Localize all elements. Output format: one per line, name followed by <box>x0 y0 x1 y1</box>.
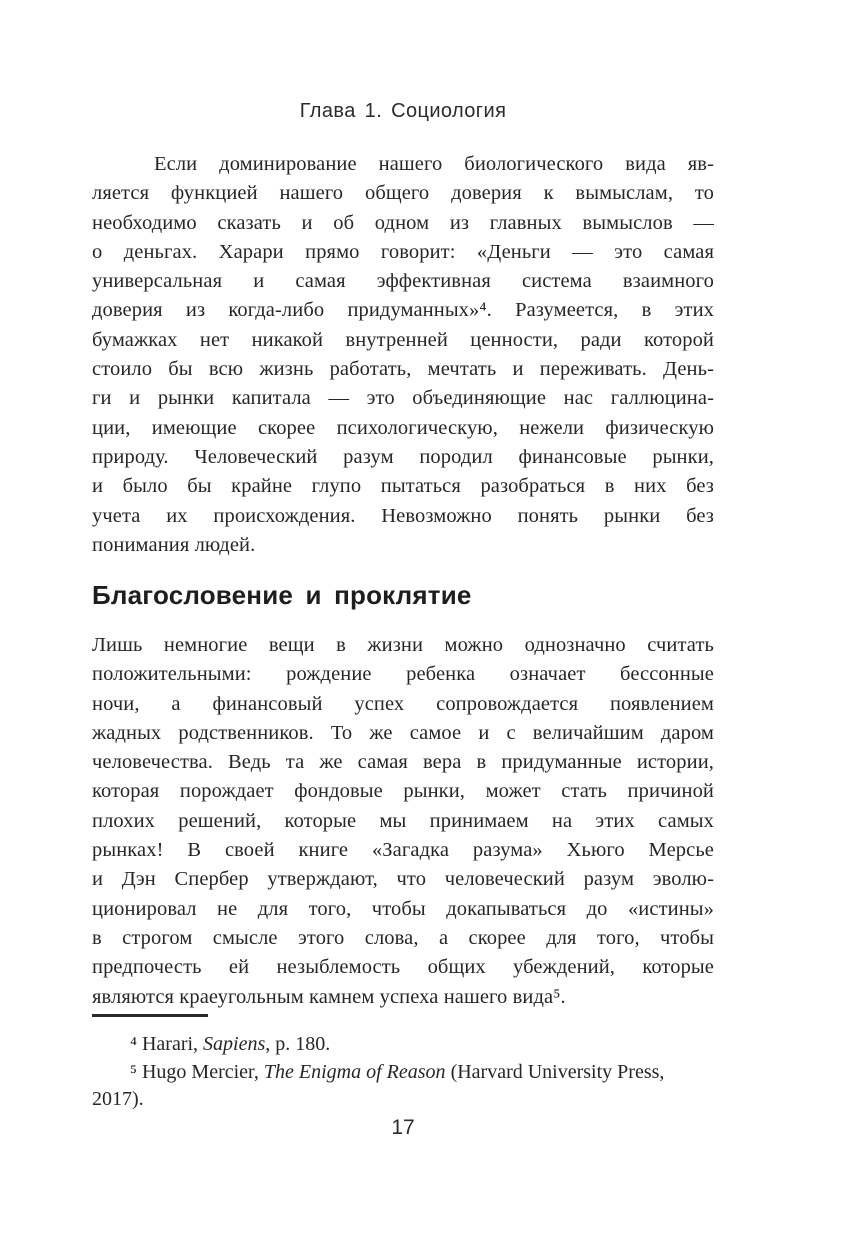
text-line: которая порождает фондовые рынки, может стать причиной <box>92 780 714 803</box>
text-line: положительными: рождение ребенка означает бессонные <box>92 663 714 686</box>
text-line: рынках! В своей книге «Загадка разума» Хьюго Мерсье <box>92 839 714 862</box>
footnote-title-italic: Sapiens <box>203 1033 266 1055</box>
footnote-text: ⁴ Harari, <box>130 1033 204 1055</box>
text-line: необходимо сказать и об одном из главных вымыслов — <box>92 211 714 234</box>
text-line: человечества. Ведь та же самая вера в придуманные истории, <box>92 751 714 774</box>
text-line: ции, имеющие скорее психологическую, нежели физическую <box>92 416 714 439</box>
text-line: природу. Человеческий разум породил финансовые рынки, <box>92 445 714 468</box>
text-line: и было бы крайне глупо пытаться разобраться в них без <box>92 475 714 498</box>
section-heading: Благословение и проклятие <box>92 580 472 610</box>
text-line: ляется функцией нашего общего доверия к вымыслам, то <box>92 182 714 205</box>
text-line: плохих решений, которые мы принимаем на этих самых <box>92 809 714 832</box>
text-line: ционировал не для того, чтобы докапываться до «истины» <box>92 897 714 920</box>
footnote-text: 2017). <box>92 1088 144 1110</box>
text-line: предпочесть ей незыблемость общих убеждений, которые <box>92 956 714 979</box>
footnote-text: (Harvard University Press, <box>445 1060 665 1083</box>
text-line: ги и рынки капитала — это объединяющие нас галлюцина- <box>92 387 714 410</box>
text-line: Лишь немногие вещи в жизни можно однозначно считать <box>92 634 714 656</box>
text-line: стоило бы всю жизнь работать, мечтать и переживать. День- <box>92 358 714 381</box>
text-line: жадных родственников. То же самое и с величайшим даром <box>92 721 714 744</box>
paragraph-1 <box>92 150 714 560</box>
footnote-text: , p. 180. <box>265 1033 331 1055</box>
footnote-line <box>92 1031 714 1059</box>
chapter-header: Глава 1. Социология <box>299 100 507 122</box>
text-line: являются краеугольным камнем успеха нашего вида⁵. <box>92 985 566 1008</box>
text-line: и Дэн Спербер утверждают, что человеческий разум эволю- <box>92 868 714 891</box>
text-line: доверия из когда-либо придуманных»⁴. Разумеется, в этих <box>92 299 714 322</box>
paragraph-2 <box>92 631 714 1012</box>
footnotes <box>92 1031 714 1114</box>
footnote-title-italic: The Enigma of Reason <box>263 1060 446 1083</box>
text-line: Если доминирование нашего биологического вида яв- <box>154 153 714 175</box>
text-line: учета их происхождения. Невозможно понять рынки без <box>92 504 714 527</box>
text-line: в строгом смысле этого слова, а скорее для того, чтобы <box>92 926 714 949</box>
footnote-divider <box>92 1014 208 1017</box>
footnote-line <box>92 1059 714 1087</box>
page-number: 17 <box>391 1116 415 1139</box>
footnote-line <box>92 1086 714 1114</box>
text-line: бумажках нет никакой внутренней ценности, ради которой <box>92 328 714 351</box>
text-line: понимания людей. <box>92 533 256 556</box>
footnote-text: ⁵ Hugo Mercier, <box>130 1060 264 1083</box>
text-line: универсальная и самая эффективная система взаимного <box>92 270 714 293</box>
text-line: ночи, а финансовый успех сопровождается появлением <box>92 692 714 715</box>
text-line: о деньгах. Харари прямо говорит: «Деньги — это самая <box>92 240 714 263</box>
